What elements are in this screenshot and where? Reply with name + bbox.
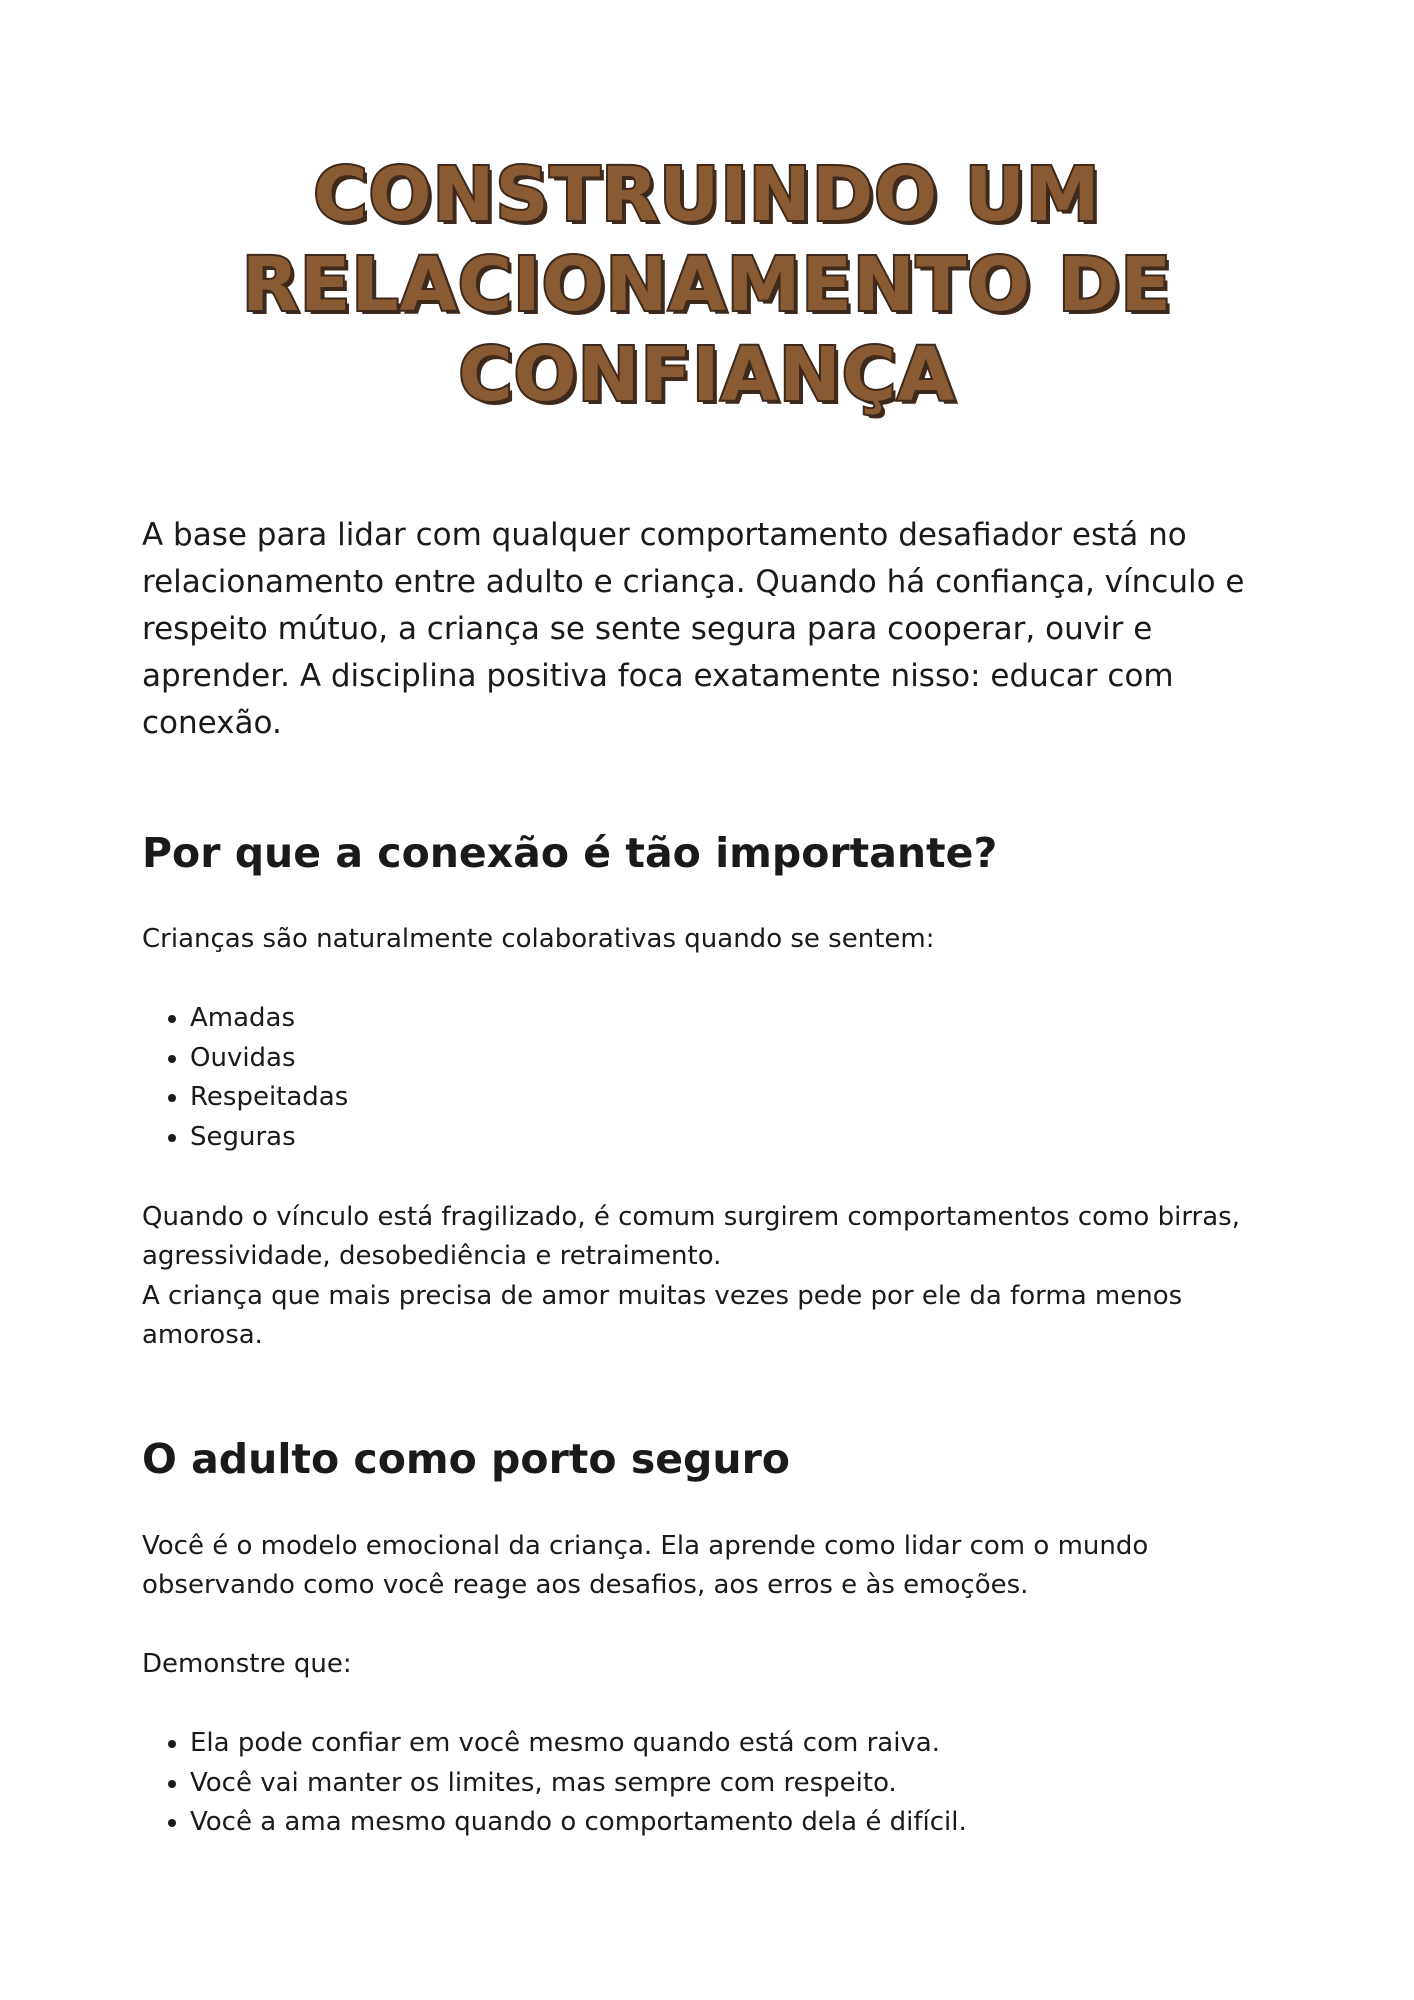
list-item: • Respeitadas <box>190 1078 1340 1118</box>
list-item: • Você a ama mesmo quando o comportamento dela é difícil. <box>190 1803 1340 1843</box>
list-item: • Ouvidas <box>190 1039 1340 1079</box>
list-item: • Amadas <box>190 999 1340 1039</box>
section2-paragraph: Você é o modelo emocional da criança. Ela aprende como lidar com o mundo observando como você reage aos desafios, aos erros e às emoções. <box>142 1531 1149 1600</box>
section1-list <box>142 999 1340 1157</box>
page-title <box>0 150 1414 420</box>
title-line-2: RELACIONAMENTO DE <box>241 242 1173 328</box>
section1-paragraph-2: A criança que mais precisa de amor muitas vezes pede por ele da forma menos amorosa. <box>142 1281 1183 1350</box>
section1-paragraph-1: Quando o vínculo está fragilizado, é comum surgirem comportamentos como birras, agressividade, desobediência e retraimento. <box>142 1202 1240 1271</box>
section2-list <box>142 1724 1340 1843</box>
title-line-3: CONFIANÇA <box>458 332 956 418</box>
section2-lead: Demonstre que: <box>142 1649 352 1679</box>
list-item: • Ela pode confiar em você mesmo quando está com raiva. <box>190 1724 1340 1764</box>
intro-paragraph: A base para lidar com qualquer comportamento desafiador está no relacionamento entre adulto e criança. Quando há confiança, vínculo e respeito mútuo, a criança se sente segura para cooperar, ouvir e aprender. A disciplina positiva foca exatamente nisso: educar com conexão. <box>142 517 1245 741</box>
list-item: • Você vai manter os limites, mas sempre com respeito. <box>190 1764 1340 1804</box>
list-item: • Seguras <box>190 1118 1340 1158</box>
section1-lead: Crianças são naturalmente colaborativas quando se sentem: <box>142 924 935 954</box>
section-heading-connection: Por que a conexão é tão importante? <box>142 829 998 877</box>
section-heading-safe-harbor: O adulto como porto seguro <box>142 1435 790 1483</box>
title-line-1: CONSTRUINDO UM <box>313 152 1101 238</box>
